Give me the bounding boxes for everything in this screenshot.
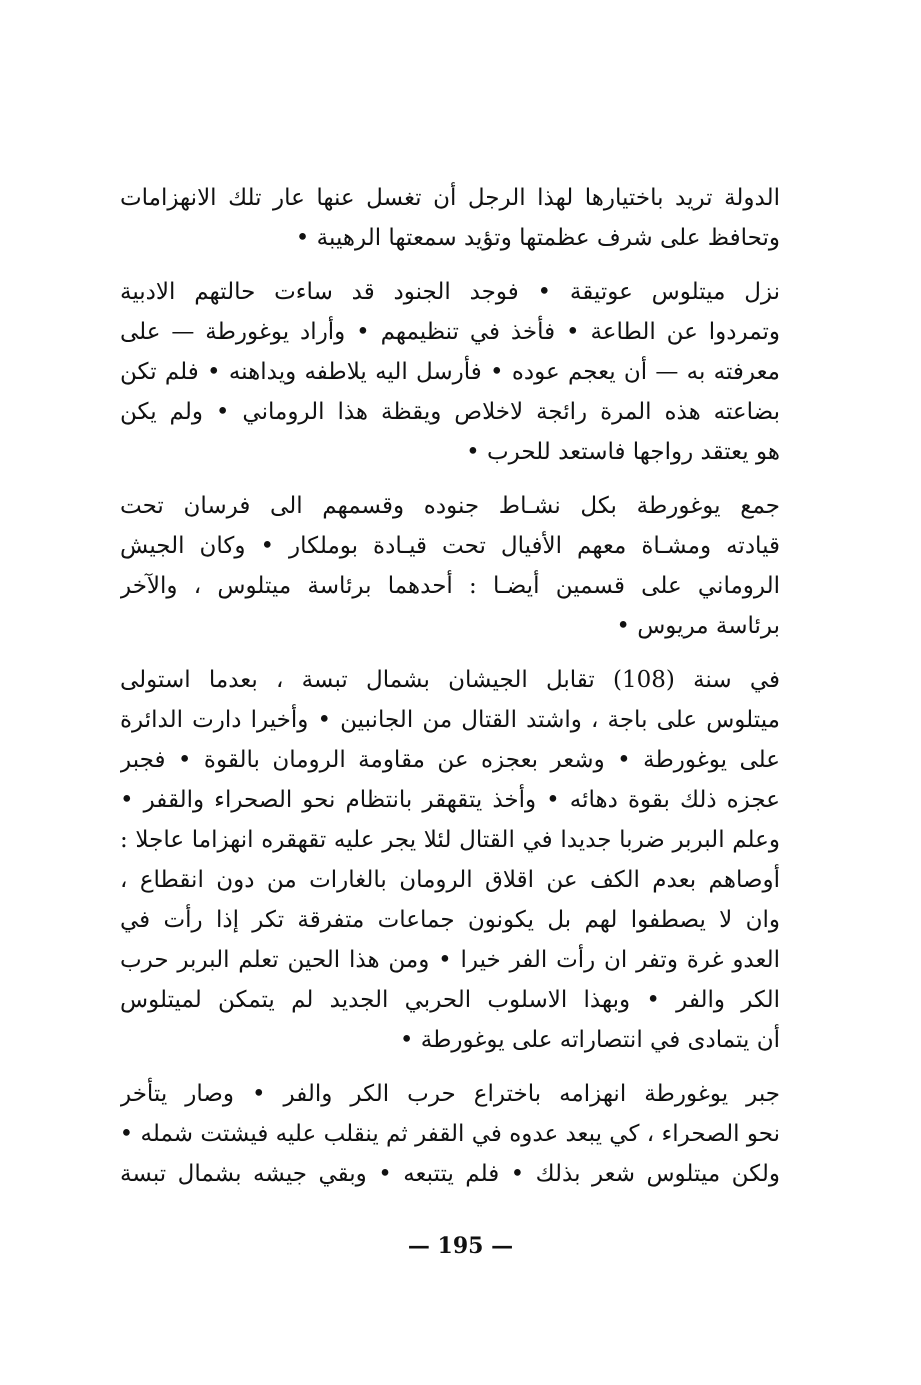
text-line: العدو غرة وتفر ان رأت الفر خيرا • ومن هذا الحين تعلم البربر حرب	[120, 947, 780, 973]
text-line: الروماني على قسمين أيضـا : أحدهما برئاسة ميتلوس ، والآخر	[120, 573, 780, 599]
text-line: وتمردوا عن الطاعة • فأخذ في تنظيمهم • وأراد يوغورطة — على	[120, 319, 780, 345]
text-line: الكر والفر • وبهذا الاسلوب الحربي الجديد لم يتمكن لميتلوس	[120, 987, 780, 1013]
page-number: — 195 —	[407, 1233, 514, 1259]
paragraph-5	[120, 1074, 780, 1194]
text-line: جبر يوغورطة انهزامه باختراع حرب الكر والفر • وصار يتأخر	[120, 1081, 780, 1107]
text-line: برئاسة مريوس •	[616, 613, 780, 639]
text-line: أن يتمادى في انتصاراته على يوغورطة •	[399, 1027, 780, 1053]
text-line: معرفته به — أن يعجم عوده • فأرسل اليه يلاطفه ويداهنه • فلم تكن	[120, 359, 780, 385]
text-line: ولكن ميتلوس شعر بذلك • فلم يتتبعه • وبقي جيشه بشمال تبسة	[120, 1161, 780, 1187]
text-line: بضاعته هذه المرة رائجة لاخلاص ويقظة هذا الروماني • ولم يكن	[120, 399, 780, 425]
text-line: أوصاهم بعدم الكف عن اقلاق الرومان بالغارات من دون انقطاع ،	[120, 867, 780, 893]
text-line: عجزه ذلك بقوة دهائه • وأخذ يتقهقر بانتظام نحو الصحراء والقفر •	[120, 787, 780, 813]
paragraph-3	[120, 486, 780, 646]
paragraph-1	[120, 178, 780, 258]
text-line: نزل ميتلوس عوتيقة • فوجد الجنود قد ساءت حالتهم الادبية	[120, 279, 780, 305]
text-line: هو يعتقد رواجها فاستعد للحرب •	[466, 439, 780, 465]
text-line: الدولة تريد باختيارها لهذا الرجل أن تغسل عنها عار تلك الانهزامات	[120, 185, 780, 211]
text-line: ميتلوس على باجة ، واشتد القتال من الجانبين • وأخيرا دارت الدائرة	[120, 707, 780, 733]
text-line: وعلم البربر ضربا جديدا في القتال لئلا يجر عليه تقهقره انهزاما عاجلا :	[120, 827, 780, 853]
paragraph-4	[120, 660, 780, 1060]
text-line: وان لا يصطفوا لهم بل يكونون جماعات متفرقة تكر إذا رأت في	[120, 907, 780, 933]
text-line: وتحافظ على شرف عظمتها وتؤيد سمعتها الرهيبة •	[295, 225, 780, 251]
text-line: جمع يوغورطة بكل نشـاط جنوده وقسمهم الى فرسان تحت	[120, 493, 780, 519]
text-line: على يوغورطة • وشعر بعجزه عن مقاومة الرومان بالقوة • فجبر	[120, 747, 780, 773]
text-line: في سنة (108) تقابل الجيشان بشمال تبسة ، بعدما استولى	[120, 667, 780, 693]
text-line: نحو الصحراء ، كي يبعد عدوه في القفر ثم ينقلب عليه فيشتت شمله •	[120, 1121, 780, 1147]
text-line: قيادته ومشـاة معهم الأفيال تحت قيـادة بوملكار • وكان الجيش	[120, 533, 780, 559]
body-text	[120, 178, 780, 1208]
paragraph-2	[120, 272, 780, 472]
